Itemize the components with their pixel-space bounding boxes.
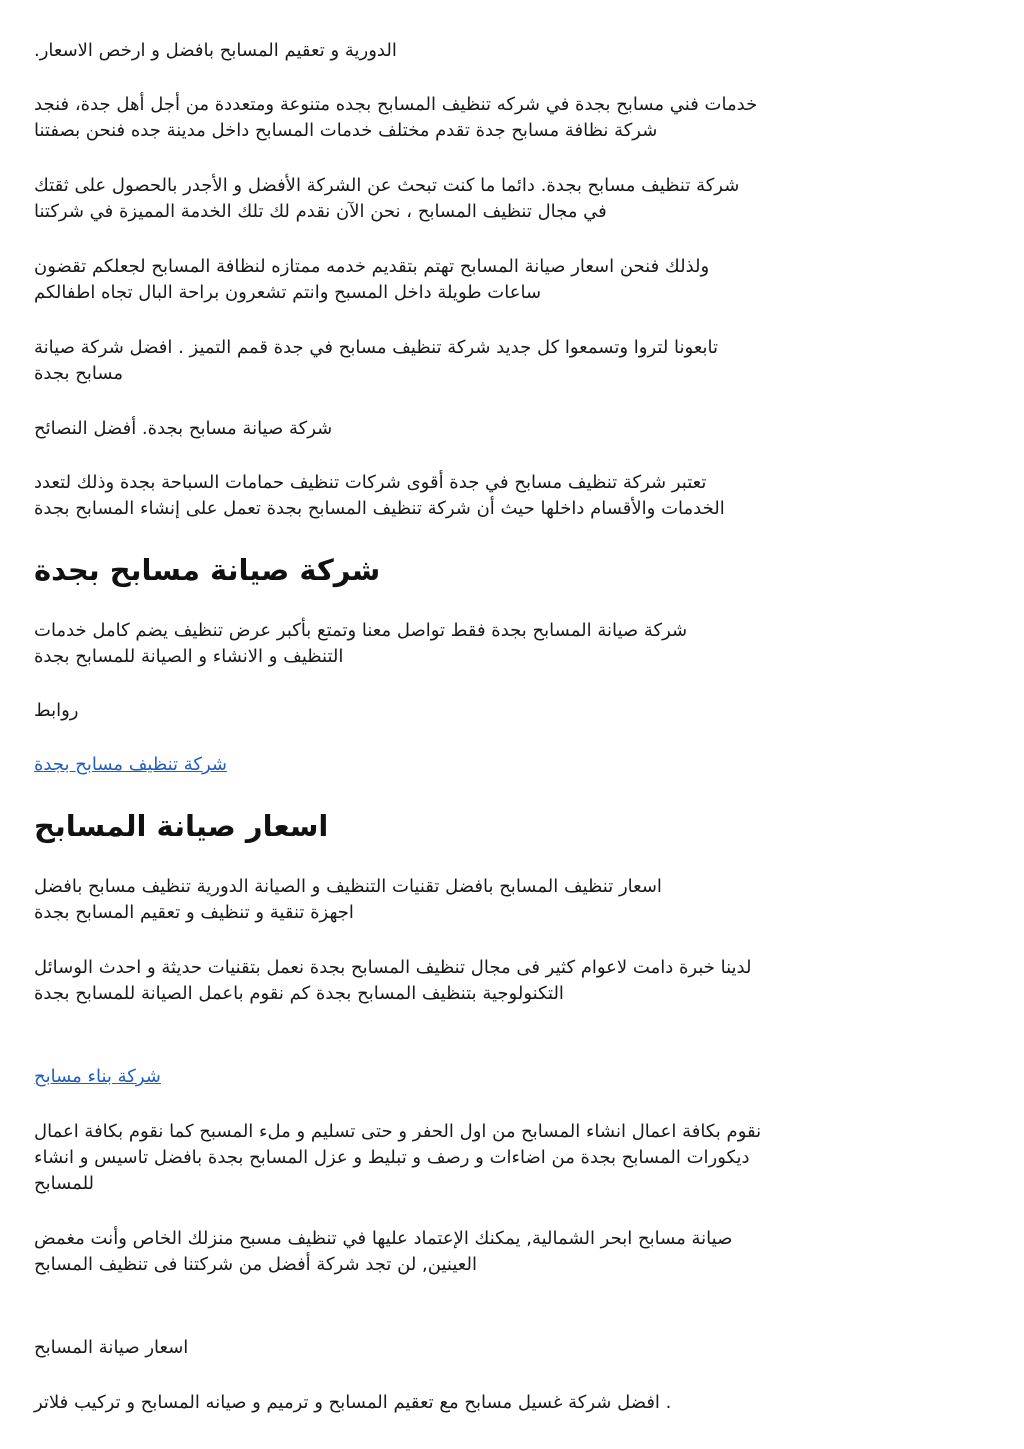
paragraph-abhur-maintenance [34,1226,994,1278]
text-line: التكنولوجية بتنظيف المسابح بجدة كم نقوم باعمل الصيانة للمسابح بجدة [34,983,564,1004]
text-line: في مجال تنظيف المسابح ، نحن الآن نقدم لك تلك الخدمة المميزة في شركتنا [34,201,607,222]
text-line: اجهزة تنقية و تنظيف و تعقيم المسابح بجدة [34,902,354,923]
text-line: مسابح بجدة [34,363,124,384]
paragraph-intro: الدورية و تعقيم المسابح بافضل و ارخص الاسعار. [34,40,397,61]
text-line: لدينا خبرة دامت لاعوام كثير فى مجال تنظيف المسابح بجدة نعمل بتقنيات حديثة و احدث الوسائل [34,957,752,978]
section-heading-maintenance-company: شركة صيانة مسابح بجدة [34,553,381,587]
paragraph-pool-technicians [34,92,994,144]
text-line: التنظيف و الانشاء و الصيانة للمسابح بجدة [34,646,344,667]
paragraph-best-tips: شركة صيانة مسابح بجدة. أفضل النصائح [34,418,333,439]
links-label: روابط [34,700,79,721]
text-line: ساعات طويلة داخل المسبح وانتم تشعرون براحة البال تجاه اطفالكم [34,282,542,303]
paragraph-follow-us [34,335,994,387]
text-line: تابعونا لتروا وتسمعوا كل جديد شركة تنظيف مسابح في جدة قمم التميز . افضل شركة صيانة [34,337,718,358]
paragraph-prices-label: اسعار صيانة المسابح [34,1337,189,1358]
text-line: شركة صيانة المسابح بجدة فقط تواصل معنا وتمتع بأكبر عرض تنظيف يضم كامل خدمات [34,620,688,641]
text-line: للمسابح [34,1173,95,1194]
text-line: الخدمات والأقسام داخلها حيث أن شركة تنظيف المسابح بجدة تعمل على إنشاء المسابح بجدة [34,498,725,519]
text-line: شركة نظافة مسابح جدة تقدم مختلف خدمات المسابح داخل مدينة جده فنحن بصفتنا [34,120,658,141]
text-line: ديكورات المسابح بجدة من اضاءات و رصف و تبليط و عزل المسابح بجدة بافضل تاسيس و انشاء [34,1147,750,1168]
text-line: تعتبر شركة تنظيف مسابح في جدة أقوى شركات تنظيف حمامات السباحة بجدة وذلك لتعدد [34,472,707,493]
link-pool-cleaning-company[interactable]: شركة تنظيف مسابح بجدة [34,754,227,775]
paragraph-maintenance-prices [34,254,994,306]
paragraph-best-washing-company: . افضل شركة غسيل مسابح مع تعقيم المسابح و ترميم و صيانه المسابح و تركيب فلاتر [34,1392,672,1413]
paragraph-experience [34,955,994,1007]
text-line: العينين, لن تجد شركة أفضل من شركتنا فى تنظيف المسابح [34,1254,477,1275]
paragraph-strongest-company [34,470,994,522]
text-line: ولذلك فنحن اسعار صيانة المسابح تهتم بتقديم خدمه ممتازه لنظافة المسابح لجعلكم تقضون [34,256,710,277]
text-line: نقوم بكافة اعمال انشاء المسابح من اول الحفر و حتى تسليم و ملء المسبح كما نقوم بكافة اعمال [34,1121,762,1142]
text-line: شركة تنظيف مسابح بجدة. دائما ما كنت تبحث عن الشركة الأفضل و الأجدر بالحصول على ثقتك [34,175,740,196]
paragraph-contact-us [34,618,994,670]
paragraph-construction-works [34,1119,994,1197]
text-line: اسعار تنظيف المسابح بافضل تقنيات التنظيف و الصيانة الدورية تنظيف مسابح بافضل [34,876,662,897]
text-line: خدمات فني مسابح بجدة في شركه تنظيف المسابح بجده متنوعة ومتعددة من أجل أهل جدة، فنجد [34,94,758,115]
link-pool-building-company[interactable]: شركة بناء مسابح [34,1066,161,1087]
paragraph-cleaning-prices [34,874,994,926]
paragraph-cleaning-company [34,173,994,225]
section-heading-maintenance-prices: اسعار صيانة المسابح [34,809,329,843]
text-line: صيانة مسابح ابحر الشمالية, يمكنك الإعتماد عليها في تنظيف مسبح منزلك الخاص وأنت مغمض [34,1228,733,1249]
